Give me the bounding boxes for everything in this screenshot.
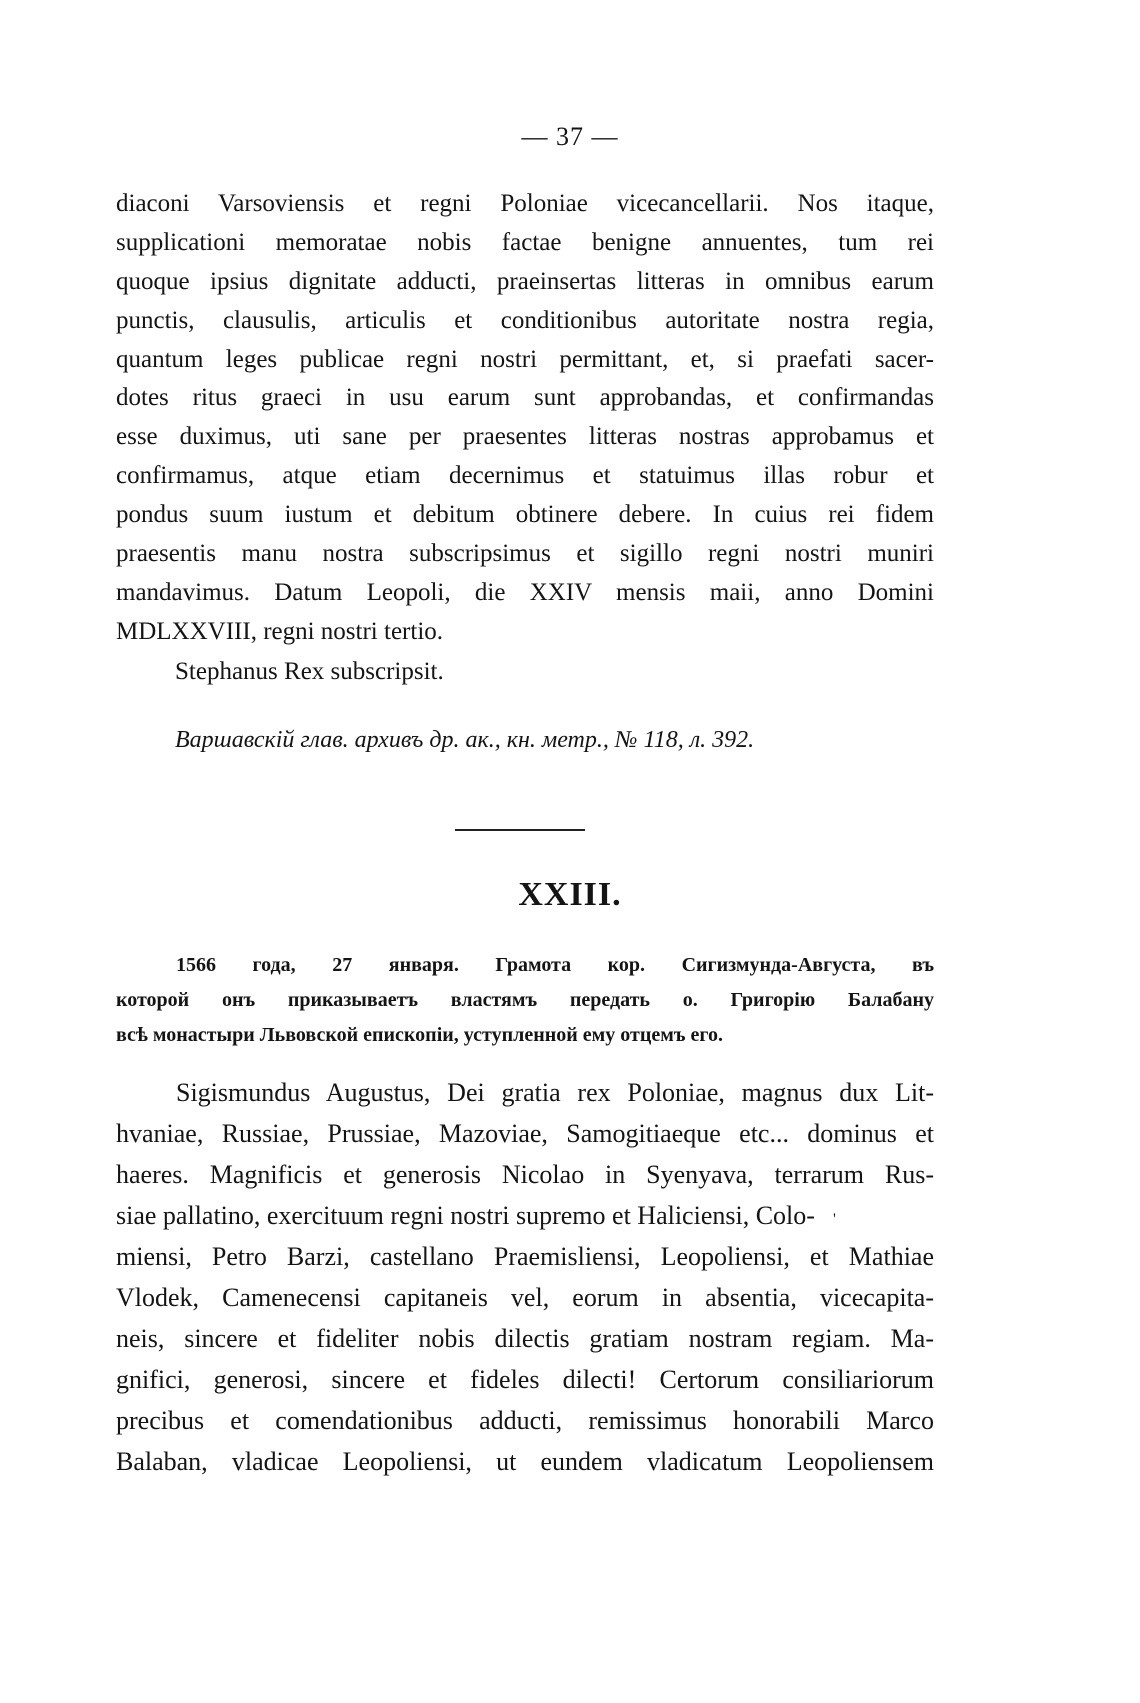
text-line: punctis, clausulis, articulis et conditionibus autoritate nostra regia, xyxy=(116,306,934,334)
text-line: precibus et comendationibus adducti, remissimus honorabili Marco xyxy=(116,1406,934,1435)
text-line: Balaban, vladicae Leopoliensi, ut eundem vladicatum Leopoliensem xyxy=(116,1447,934,1476)
document-number-heading: XXIII. xyxy=(518,876,622,913)
signature-line: Stephanus Rex subscripsit. xyxy=(175,658,444,685)
latin-document-text xyxy=(116,1072,934,1482)
text-line: hvaniae, Russiae, Prussiae, Mazoviae, Samogitiaeque etc... dominus et xyxy=(116,1119,934,1148)
text-line: gnifici, generosi, sincere et fideles dilecti! Certorum consiliariorum xyxy=(116,1365,934,1394)
page-number: — 37 — xyxy=(521,122,619,151)
summary-line: всѣ монастыри Львовской епископіи, уступленной ему отцемъ его. xyxy=(116,1024,724,1046)
text-line: dotes ritus graeci in usu earum sunt approbandas, et confirmandas xyxy=(116,384,934,412)
text-line: Vlodek, Camenecensi capitaneis vel, eorum in absentia, vicecapita- xyxy=(116,1283,934,1312)
text-line: quoque ipsius dignitate adducti, praeinsertas litteras in omnibus earum xyxy=(116,267,934,295)
text-line: praesentis manu nostra subscripsimus et sigillo regni nostri muniri xyxy=(116,540,934,568)
archive-source-note: Варшавскій глав. архивъ др. ак., кн. метр., № 118, л. 392. xyxy=(175,727,755,753)
text-line: supplicationi memoratae nobis factae benigne annuentes, tum rei xyxy=(116,228,934,256)
section-divider xyxy=(455,829,585,831)
text-line: Sigismundus Augustus, Dei gratia rex Poloniae, magnus dux Lit- xyxy=(176,1078,934,1107)
document-summary xyxy=(116,948,934,1053)
summary-line: которой онъ приказываетъ властямъ передать о. Григорію Балабану xyxy=(116,989,934,1011)
text-line: MDLXXVIII, regni nostri tertio. xyxy=(116,617,444,645)
latin-paragraph-continuation xyxy=(116,185,934,652)
text-line: neis, sincere et fideliter nobis dilectis gratiam nostram regiam. Ma- xyxy=(116,1324,934,1353)
text-line: diaconi Varsoviensis et regni Poloniae vicecancellarii. Nos itaque, xyxy=(116,190,934,217)
text-line: miensi, Petro Barzi, castellano Praemisliensi, Leopoliensi, et Mathiae xyxy=(116,1242,934,1271)
text-line: quantum leges publicae regni nostri permittant, et, si praefati sacer- xyxy=(116,345,934,373)
summary-line: 1566 года, 27 января. Грамота кор. Сигизмунда-Августа, въ xyxy=(176,954,934,976)
text-line: esse duximus, uti sane per praesentes litteras nostras approbamus et xyxy=(116,423,934,451)
text-line: confirmamus, atque etiam decernimus et statuimus illas robur et xyxy=(116,462,934,490)
margin-mark: ' xyxy=(832,1211,836,1228)
text-line: haeres. Magnificis et generosis Nicolao in Syenyava, terrarum Rus- xyxy=(116,1160,934,1189)
text-line: mandavimus. Datum Leopoli, die XXIV mensis maii, anno Domini xyxy=(116,578,934,606)
text-line-content: siae pallatino, exercituum regni nostri supremo et Haliciensi, Colo- xyxy=(116,1201,815,1230)
text-line: pondus suum iustum et debitum obtinere debere. In cuius rei fidem xyxy=(116,501,934,529)
text-line xyxy=(116,1195,934,1236)
